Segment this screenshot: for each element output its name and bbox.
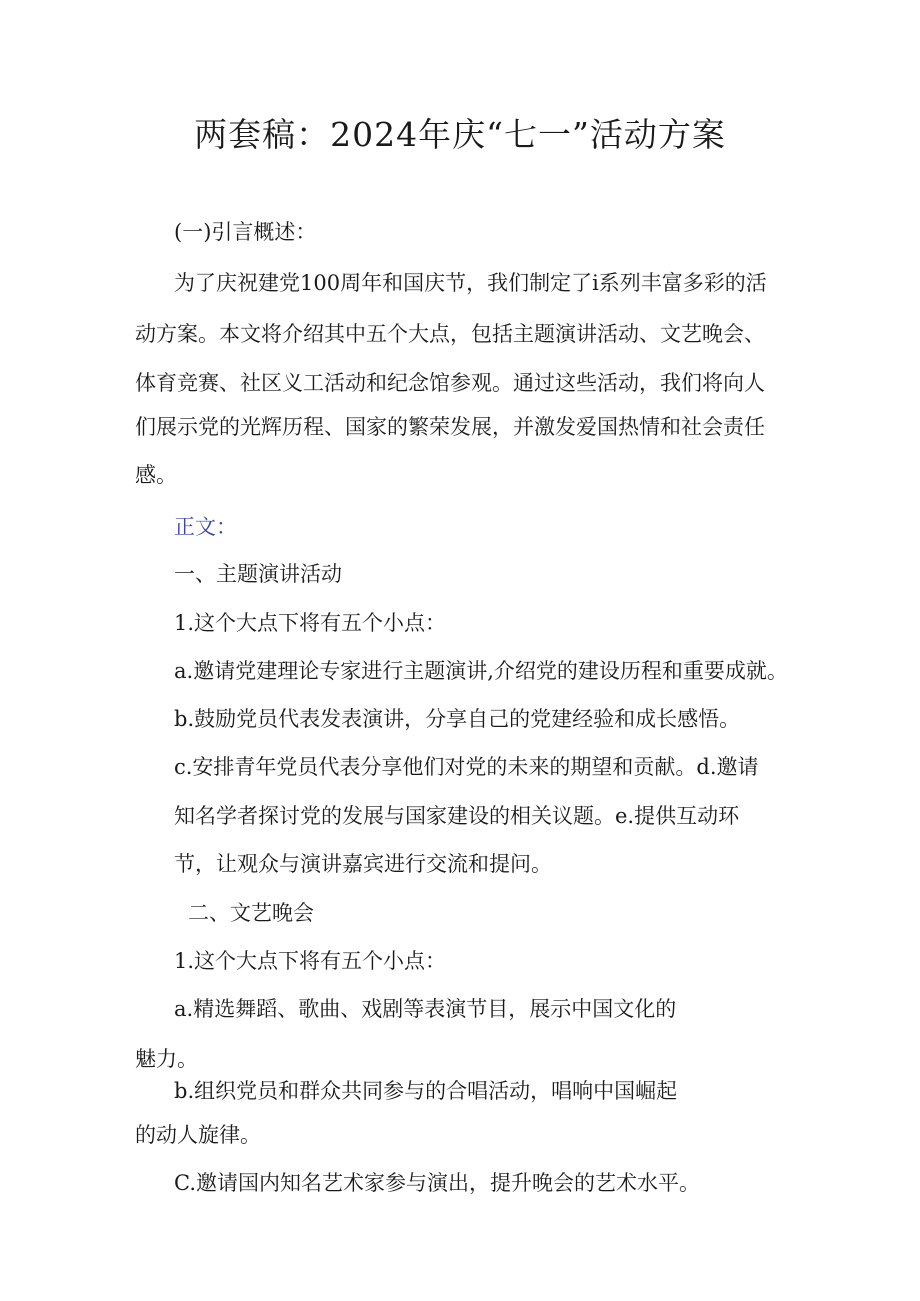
intro-line: 为了庆祝建党100周年和国庆节，我们制定了i系列丰富多彩的活: [174, 271, 767, 295]
section-2-line: a.精选舞蹈、歌曲、戏剧等表演节目，展示中国文化的: [174, 997, 677, 1021]
intro-line: 们展示党的光辉历程、国家的繁荣发展，并激发爱国热情和社会责任: [135, 415, 765, 439]
intro-line: 感。: [135, 463, 177, 487]
body-label: 正文：: [174, 515, 237, 539]
intro-line: 动方案。本文将介绍其中五个大点，包括主题演讲活动、文艺晚会、: [135, 322, 765, 346]
section-2-subheading: 1.这个大点下将有五个小点：: [174, 949, 447, 973]
section-1-line: 节，让观众与演讲嘉宾进行交流和提问。: [174, 852, 552, 876]
section-2-line: C.邀请国内知名艺术家参与演出，提升晚会的艺术水平。: [174, 1171, 700, 1195]
section-1-line: a.邀请党建理论专家进行主题演讲,介绍党的建设历程和重要成就。: [174, 659, 788, 683]
section-1-line: 知名学者探讨党的发展与国家建设的相关议题。e.提供互动环: [174, 804, 740, 828]
section-1-heading: 一、主题演讲活动: [174, 562, 342, 586]
section-2-line: 魅力。: [135, 1047, 198, 1071]
section-1-line: b.鼓励党员代表发表演讲，分享自己的党建经验和成长感悟。: [174, 707, 741, 731]
document-title: 两套稿：2024年庆“七一”活动方案: [194, 115, 726, 154]
intro-line: 体育竞赛、社区义工活动和纪念馆参观。通过这些活动，我们将向人: [135, 371, 765, 395]
section-1-line: c.安排青年党员代表分享他们对党的未来的期望和贡献。d.邀请: [174, 755, 759, 779]
section-2-line: 的动人旋律。: [135, 1123, 261, 1147]
section-2-heading: 二、文艺晚会: [188, 901, 314, 925]
section-2-line: b.组织党员和群众共同参与的合唱活动，唱响中国崛起: [174, 1079, 678, 1103]
section-1-subheading: 1.这个大点下将有五个小点：: [174, 611, 447, 635]
intro-heading: (一)引言概述：: [174, 220, 317, 244]
